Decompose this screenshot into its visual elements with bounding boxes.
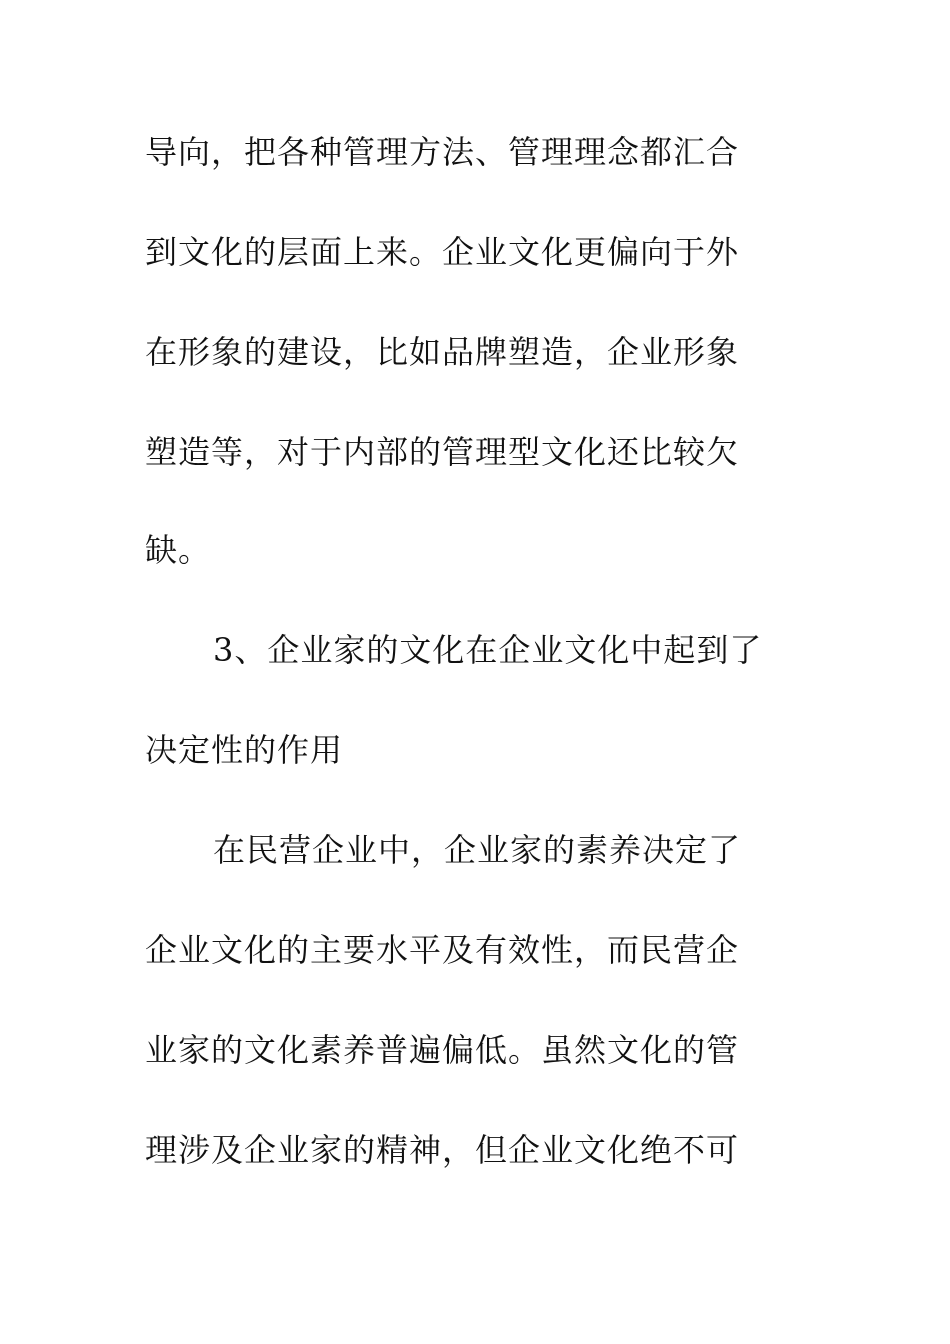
- paragraph-line: 导向，把各种管理方法、管理理念都汇合: [145, 133, 740, 171]
- paragraph-line: 在民营企业中，企业家的素养决定了: [213, 831, 742, 869]
- paragraph-line: 理涉及企业家的精神，但企业文化绝不可: [145, 1131, 740, 1169]
- paragraph-line: 塑造等，对于内部的管理型文化还比较欠: [145, 433, 740, 471]
- paragraph-line: 企业文化的主要水平及有效性，而民营企: [145, 931, 740, 969]
- paragraph-line: 业家的文化素养普遍偏低。虽然文化的管: [145, 1031, 740, 1069]
- paragraph-line: 到文化的层面上来。企业文化更偏向于外: [145, 233, 740, 271]
- paragraph-line: 在形象的建设，比如品牌塑造，企业形象: [145, 333, 740, 371]
- section-heading-line: 3、企业家的文化在企业文化中起到了: [213, 631, 763, 669]
- section-heading-line: 决定性的作用: [145, 731, 344, 769]
- paragraph-line: 缺。: [145, 531, 212, 569]
